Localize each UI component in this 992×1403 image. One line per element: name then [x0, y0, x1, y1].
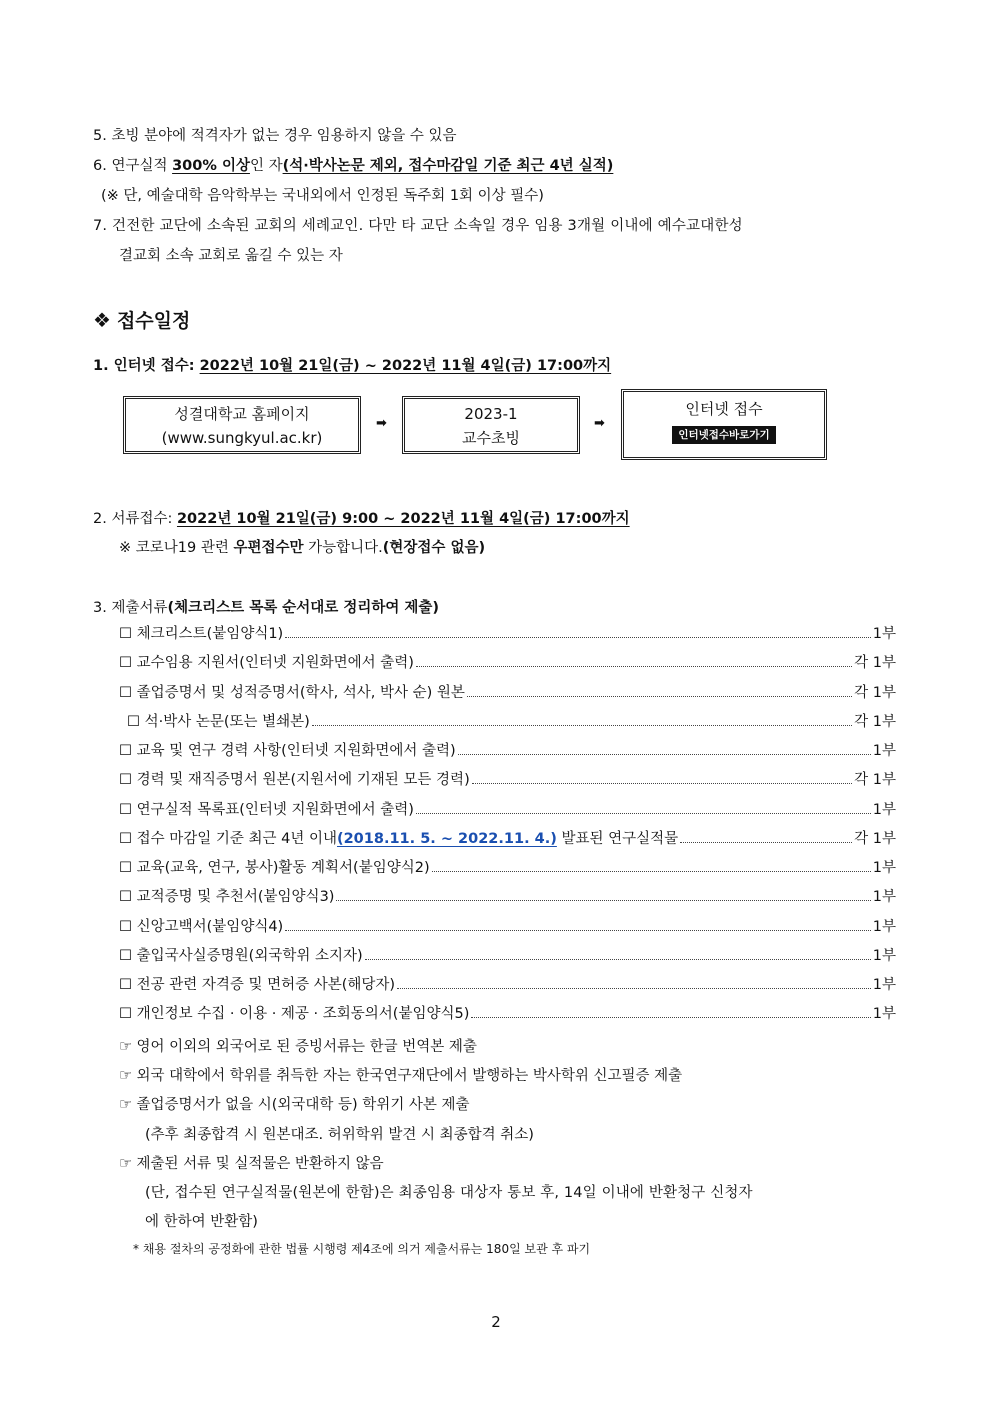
- checklist-item: [119, 767, 896, 789]
- checklist-label: ☐ 교수임용 지원서(인터넷 지원화면에서 출력): [119, 655, 414, 671]
- note-text: 영어 이외의 외국어로 된 증빙서류는 한글 번역본 제출: [136, 1039, 477, 1055]
- note-item: [119, 1093, 470, 1114]
- checklist-qty: 각 1부: [854, 655, 896, 671]
- item-6-note: (※ 단, 예술대학 음악학부는 국내외에서 인정된 독주회 1회 이상 필수): [101, 188, 544, 204]
- page-number: 2: [491, 1313, 501, 1331]
- checklist-qty: 각 1부: [854, 685, 896, 701]
- item-7-line1: 7. 건전한 교단에 소속된 교회의 세례교인. 다만 타 교단 소속일 경우 임용 3개월 이내에 예수교대한성: [93, 218, 743, 234]
- checklist-qty: 1부: [872, 948, 896, 964]
- documents-period: 2022년 10월 21일(금) 9:00 ~ 2022년 11월 4일(금) 17:00까지: [176, 511, 630, 527]
- footnote: * 채용 절차의 공정화에 관한 법률 시행령 제4조에 의거 제출서류는 180일 보관 후 파기: [133, 1242, 591, 1256]
- homepage-url[interactable]: (www.sungkyul.ac.kr): [161, 429, 323, 447]
- checklist-label: ☐ 출입국사실증명원(외국학위 소지자): [119, 948, 363, 964]
- dot-leader: [472, 783, 852, 784]
- item-6: [93, 154, 613, 175]
- checklist-qty: 1부: [872, 889, 896, 905]
- checklist-qty: 각 1부: [854, 772, 896, 788]
- item-5: 5. 초빙 분야에 적격자가 없는 경우 임용하지 않을 수 있음: [93, 128, 457, 144]
- checklist-item: [119, 826, 896, 848]
- homepage-box[interactable]: [123, 396, 361, 454]
- checklist-label: ☐ 체크리스트(붙임양식1): [119, 626, 284, 642]
- checklist-label: ☐ 개인정보 수집 · 이용 · 제공 · 조회동의서(붙임양식5): [119, 1006, 470, 1022]
- dot-leader: [312, 725, 852, 726]
- dot-leader: [416, 666, 852, 667]
- item-6-mid: 인 자: [249, 158, 283, 174]
- date-range-highlight: (2018.11. 5. ~ 2022.11. 4.): [336, 831, 557, 847]
- documents-note-bold: 우편접수만: [233, 540, 304, 556]
- diamond-icon: ❖: [93, 308, 111, 332]
- checklist-label: ☐ 교육(교육, 연구, 봉사)활동 계획서(붙임양식2): [119, 860, 430, 876]
- note-item: [119, 1064, 682, 1085]
- checklist-item: [119, 797, 896, 819]
- internet-application: [93, 354, 611, 375]
- checklist-qty: 1부: [872, 977, 896, 993]
- checklist-label: ☐ 전공 관련 자격증 및 면허증 사본(해당자): [119, 977, 396, 993]
- documents-note-prefix: ※ 코로나19 관련: [119, 540, 234, 556]
- submission-label-bold: (체크리스트 목록 순서대로 정리하여 제출): [167, 600, 440, 616]
- checklist-label: ☐ 연구실적 목록표(인터넷 지원화면에서 출력): [119, 802, 414, 818]
- dot-leader: [680, 842, 852, 843]
- checklist-label: [119, 827, 678, 848]
- dot-leader: [416, 813, 871, 814]
- checklist-label: ☐ 교적증명 및 추천서(붙임양식3): [119, 889, 335, 905]
- section-heading: [93, 306, 190, 333]
- dot-leader: [471, 1017, 870, 1018]
- internet-apply-box[interactable]: [621, 389, 827, 460]
- checklist-label: ☐ 신앙고백서(붙임양식4): [119, 919, 284, 935]
- item-6-prefix: 6. 연구실적: [93, 158, 173, 174]
- dot-leader: [285, 637, 871, 638]
- internet-apply-title: 인터넷 접수: [685, 400, 763, 418]
- internet-apply-button[interactable]: 인터넷접수바로가기: [672, 426, 775, 444]
- note-text: 제출된 서류 및 실적물은 반환하지 않음: [136, 1156, 384, 1172]
- checklist-qty: 1부: [872, 626, 896, 642]
- checklist-item: [119, 1001, 896, 1023]
- document-submission: [93, 507, 630, 528]
- checklist-item: [119, 914, 896, 936]
- checklist-item: [127, 709, 896, 731]
- checklist-item: [119, 680, 896, 702]
- checklist-label-tail: 발표된 연구실적물: [556, 831, 679, 847]
- checklist-item: [119, 650, 896, 672]
- checklist-item: [119, 943, 896, 965]
- checklist-qty: 1부: [872, 802, 896, 818]
- checklist-label: ☐ 석·박사 논문(또는 별쇄본): [127, 714, 310, 730]
- dot-leader: [336, 900, 870, 901]
- recruitment-box[interactable]: [402, 396, 580, 454]
- checklist-label: ☐ 교육 및 연구 경력 사항(인터넷 지원화면에서 출력): [119, 743, 456, 759]
- dot-leader: [458, 754, 871, 755]
- documents-note: [119, 536, 485, 557]
- documents-label: 2. 서류접수:: [93, 511, 177, 527]
- recruitment-year: 2023-1: [464, 405, 518, 423]
- arrow-right-icon: ➡: [594, 416, 605, 431]
- pointing-hand-icon: ☞: [119, 1037, 133, 1055]
- checklist-label-text: ☐ 접수 마감일 기준 최근 4년 이내: [119, 831, 337, 847]
- checklist-label: ☐ 졸업증명서 및 성적증명서(학사, 석사, 박사 순) 원본: [119, 685, 465, 701]
- checklist-item: [119, 738, 896, 760]
- submission-label: 3. 제출서류: [93, 600, 168, 616]
- dot-leader: [397, 988, 871, 989]
- checklist-qty: 1부: [872, 919, 896, 935]
- note-item: (단, 접수된 연구실적물(원본에 한함)은 최종임용 대상자 통보 후, 14일 이내에 반환청구 신청자: [145, 1185, 753, 1201]
- checklist-qty: 1부: [872, 743, 896, 759]
- checklist-item: [119, 855, 896, 877]
- note-item: (추후 최종합격 시 원본대조. 허위학위 발견 시 최종합격 취소): [145, 1127, 534, 1143]
- recruitment-title: 교수초빙: [462, 429, 520, 447]
- checklist-item: [119, 972, 896, 994]
- internet-period: 2022년 10월 21일(금) ~ 2022년 11월 4일(금) 17:00까지: [199, 358, 612, 374]
- pointing-hand-icon: ☞: [119, 1154, 133, 1172]
- note-text: 졸업증명서가 없을 시(외국대학 등) 학위기 사본 제출: [136, 1097, 470, 1113]
- item-6-bold: 300% 이상: [172, 158, 250, 174]
- submission-heading: [93, 596, 439, 617]
- item-7-line2: 결교회 소속 교회로 옮길 수 있는 자: [119, 248, 343, 264]
- checklist-item: [119, 884, 896, 906]
- checklist-label: ☐ 경력 및 재직증명서 원본(지원서에 기재된 모든 경력): [119, 772, 470, 788]
- checklist-qty: 각 1부: [854, 831, 896, 847]
- pointing-hand-icon: ☞: [119, 1066, 133, 1084]
- dot-leader: [365, 959, 871, 960]
- checklist-qty: 각 1부: [854, 714, 896, 730]
- dot-leader: [467, 696, 852, 697]
- checklist-item: [119, 621, 896, 643]
- checklist-qty: 1부: [872, 1006, 896, 1022]
- dot-leader: [432, 871, 871, 872]
- checklist-qty: 1부: [872, 860, 896, 876]
- note-item: 에 한하여 반환함): [145, 1214, 258, 1230]
- dot-leader: [285, 930, 871, 931]
- pointing-hand-icon: ☞: [119, 1095, 133, 1113]
- note-text: 외국 대학에서 학위를 취득한 자는 한국연구재단에서 발행하는 박사학위 신고필증 제출: [136, 1068, 683, 1084]
- arrow-right-icon: ➡: [376, 416, 387, 431]
- note-item: [119, 1152, 384, 1173]
- section-title: 접수일정: [116, 310, 191, 332]
- homepage-box-title: 성결대학교 홈페이지: [174, 405, 310, 423]
- documents-note-tail: (현장접수 없음): [382, 540, 486, 556]
- internet-label: 1. 인터넷 접수:: [93, 358, 200, 374]
- item-6-tail: (석·박사논문 제외, 접수마감일 기준 최근 4년 실적): [282, 158, 614, 174]
- note-item: [119, 1035, 477, 1056]
- documents-note-mid: 가능합니다.: [303, 540, 383, 556]
